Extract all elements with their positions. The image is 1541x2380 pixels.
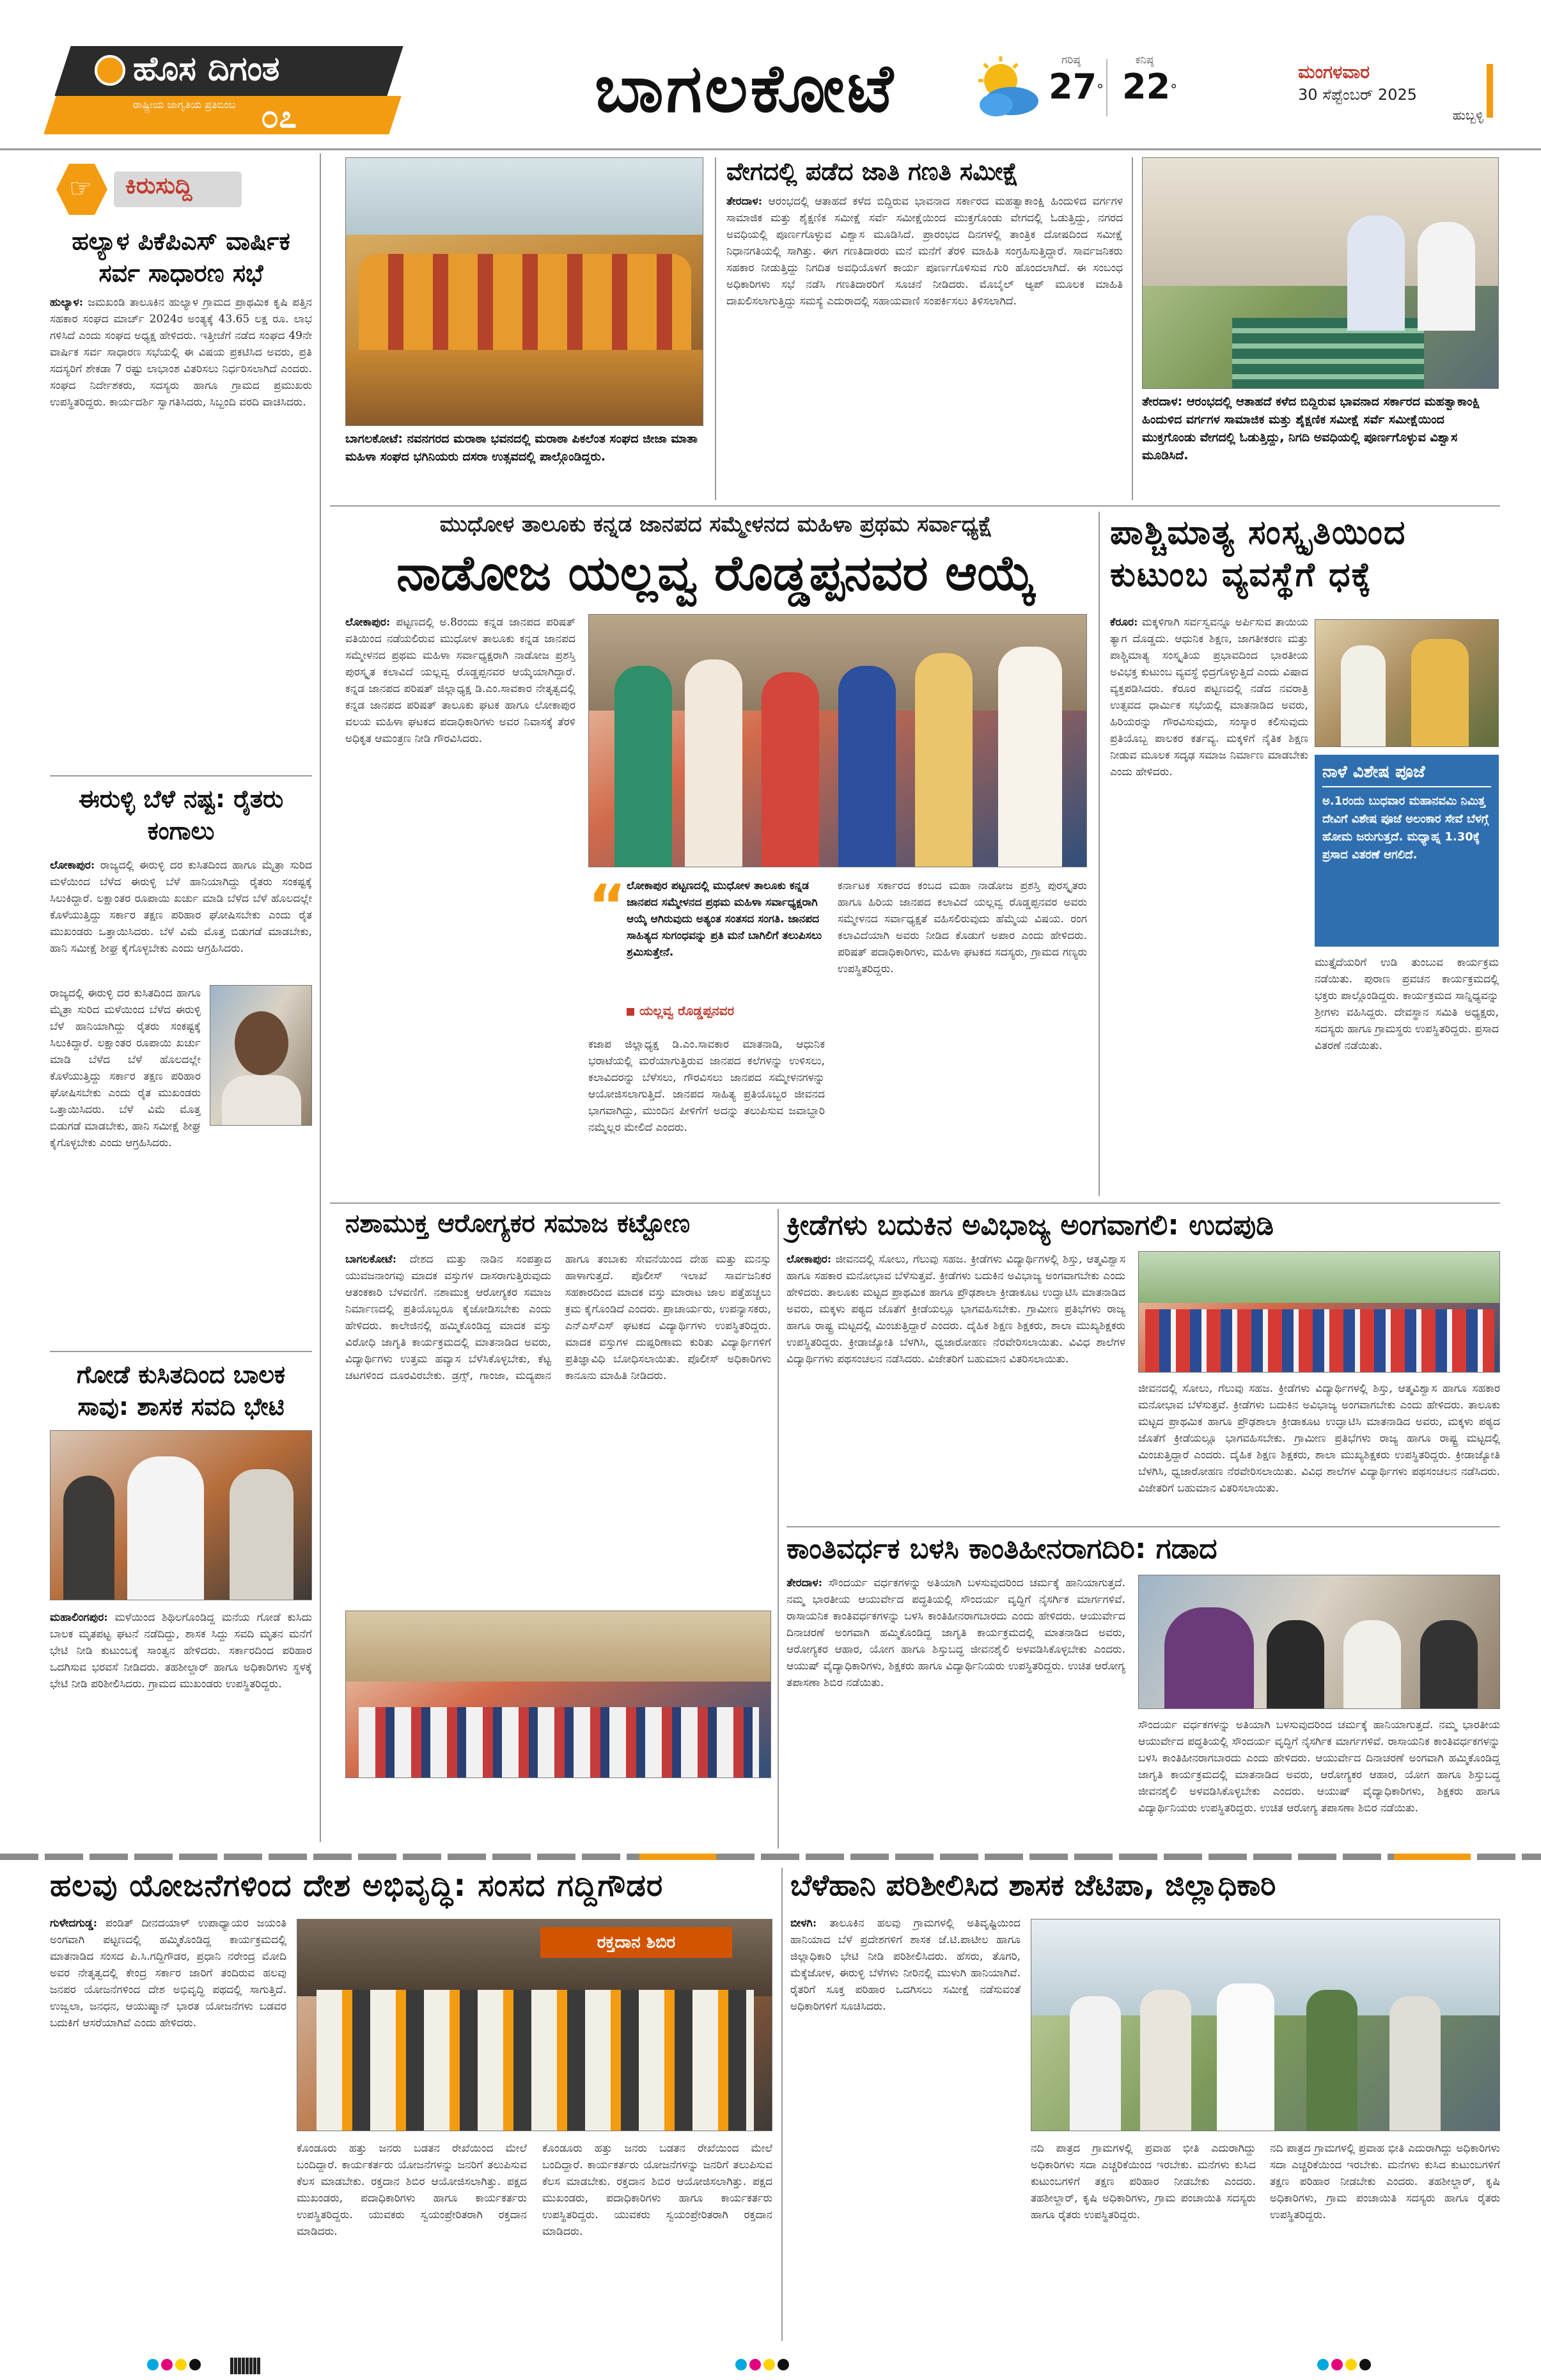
census-body: ತೇರದಾಳ: ಆರಂಭದಲ್ಲಿ ಆತಾಹದೆ ಕಳೆದ ಬಿದ್ದಿರುವ ಭಾವನಾದ ಸರ್ಕಾರದ ಮಹತ್ವಾಕಾಂಕ್ಷಿ ಹಿಂದುಳಿದ ವರ್ಗಗಳ ಸಾಮಾಜಿಕ ಮತ್ತು ಶೈಕ್ಷಣಿಕ ಸಮೀಕ್ಷೆ ಸರ್ವೆ ಸಮೀಕ್ಷೆಯಿಂದ ಮುಕ್ತಗೊಂಡು ವೇಗದಲ್ಲಿ ಓಡುತ್ತಿದ್ದು, ನಗರದ ಅವಧಿಯಲ್ಲಿ ಪೂರ್ಣಗೊಳ್ಳುವ ವಿಶ್ವಾಸ ಮೂಡಿಸಿದೆ. ಪ್ರಾರಂಭದ ದಿನಗಳಲ್ಲಿ ತಾಂತ್ರಿಕ ದೋಷದಿಂದ ಸಮೀಕ್ಷೆ ನಿಧಾನಗತಿಯಲ್ಲಿ ಸಾಗಿತ್ತು. ಈಗ ಗಣತಿದಾರರು ಮನೆ ಮನೆಗೆ ತೆರಳಿ ಮಾಹಿತಿ ಸಂಗ್ರಹಿಸುತ್ತಿದ್ದಾರೆ. ಸಾರ್ವಜನಿಕರು ಸಹಕಾರ ನೀಡುತ್ತಿದ್ದು ನಿಗದಿತ ಅವಧಿಯೊಳಗೆ ಕಾರ್ಯ ಪೂರ್ಣಗೊಳಿಸುವ ಗುರಿ ಹೊಂದಲಾಗಿದೆ. ಈ ಸಂಬಂಧ ಅಧಿಕಾರಿಗಳು ಸಭೆ ನಡೆಸಿ ಗಣತಿದಾರರಿಗೆ ಸೂಚನೆ ನೀಡಿದರು. ಮೊಬೈಲ್ ಆ್ಯಪ್ ಮೂಲಕ ಮಾಹಿತಿ ದಾಖಲಿಸಲಾಗುತ್ತಿದ್ದು ಸಮಸ್ಯೆ ಎದುರಾದಲ್ಲಿ ಸಹಾಯವಾಣಿ ಸಂಪರ್ಕಿಸಲು ತಿಳಿಸಲಾಗಿದೆ. [726, 195, 1123, 308]
brand-badge[interactable] [50, 46, 408, 142]
masthead [0, 0, 1541, 154]
sports-body: ಲೋಕಾಪುರ: ಜೀವನದಲ್ಲಿ ಸೋಲು, ಗೆಲುವು ಸಹಜ. ಕ್ರೀಡೆಗಳು ವಿದ್ಯಾರ್ಥಿಗಳಲ್ಲಿ ಶಿಸ್ತು, ಆತ್ಮವಿಶ್ವಾಸ ಹಾಗೂ ಸಹಕಾರ ಮನೋಭಾವ ಬೆಳೆಸುತ್ತವೆ. ಕ್ರೀಡೆಗಳು ಬದುಕಿನ ಅವಿಭಾಜ್ಯ ಅಂಗವಾಗಬೇಕು ಎಂದು ಹೇಳಿದರು. ತಾಲೂಕು ಮಟ್ಟದ ಪ್ರಾಥಮಿಕ ಹಾಗೂ ಪ್ರೌಢಶಾಲಾ ಕ್ರೀಡಾಕೂಟ ಉದ್ಘಾಟಿಸಿ ಮಾತನಾಡಿದ ಅವರು, ಮಕ್ಕಳು ಪಠ್ಯದ ಜೊತೆಗೆ ಕ್ರೀಡೆಯಲ್ಲೂ ಭಾಗವಹಿಸಬೇಕು. ಗ್ರಾಮೀಣ ಪ್ರತಿಭೆಗಳು ರಾಜ್ಯ ಹಾಗೂ ರಾಷ್ಟ್ರ ಮಟ್ಟದಲ್ಲಿ ಮಿಂಚುತ್ತಿದ್ದಾರೆ ಎಂದರು. ದೈಹಿಕ ಶಿಕ್ಷಣ ಶಿಕ್ಷಕರು, ಶಾಲಾ ಮುಖ್ಯಶಿಕ್ಷಕರು ಉಪಸ್ಥಿತರಿದ್ದರು. ಕ್ರೀಡಾಜ್ಯೋತಿ ಬೆಳಗಿಸಿ, ಧ್ವಜಾರೋಹಣ ನೆರವೇರಿಸಲಾಯಿತು. ವಿವಿಧ ಶಾಲೆಗಳ ವಿದ್ಯಾರ್ಥಿಗಳು ಪಥಸಂಚಲನ ನಡೆಸಿದರು. ವಿಜೇತರಿಗೆ ಬಹುಮಾನ ವಿತರಿಸಲಾಯಿತು. [786, 1253, 1125, 1366]
special-puja-box [1315, 755, 1499, 947]
brief-3-title: ಗೋಡೆ ಕುಸಿತದಿಂದ ಬಾಲಕ ಸಾವು: ಶಾಸಕ ಸವದಿ ಭೇಟಿ [77, 1360, 285, 1421]
yojana-article [50, 1868, 772, 2341]
registration-marks-center [735, 2359, 792, 2373]
census-photo-caption: ತೇರದಾಳ: ಆರಂಭದಲ್ಲಿ ಆತಾಹದೆ ಕಳೆದ ಬಿದ್ದಿರುವ ಭಾವನಾದ ಸರ್ಕಾರದ ಮಹತ್ವಾಕಾಂಕ್ಷಿ ಹಿಂದುಳಿದ ವರ್ಗಗಳ ಸಾಮಾಜಿಕ ಮತ್ತು ಶೈಕ್ಷಣಿಕ ಸಮೀಕ್ಷೆ ಸರ್ವೆ ಸಮೀಕ್ಷೆಯಿಂದ ಮುಕ್ತಗೊಂಡು ವೇಗದಲ್ಲಿ ಓಡುತ್ತಿದ್ದು, ನಿಗದಿ ಅವಧಿಯಲ್ಲಿ ಪೂರ್ಣಗೊಳ್ಳುವ ವಿಶ್ವಾಸ ಮೂಡಿಸಿದೆ. [1142, 395, 1480, 462]
lead-body-mid: ಕಜಾಪ ಜಿಲ್ಲಾಧ್ಯಕ್ಷ ಡಿ.ಎಂ.ಸಾವಕಾರ ಮಾತನಾಡಿ, ಆಧುನಿಕ ಭರಾಟೆಯಲ್ಲಿ ಮರೆಯಾಗುತ್ತಿರುವ ಜಾನಪದ ಕಲೆಗಳನ್ನು ಉಳಿಸಲು, ಕಲಾವಿದರನ್ನು ಬೆಳೆಸಲು, ಗೌರವಿಸಲು ಜಾನಪದ ಸಮ್ಮೇಳನಗಳನ್ನು ಆಯೋಜಿಸಲಾಗುತ್ತಿದೆ. ಜಾನಪದ ಸಾಹಿತ್ಯ ಪ್ರತಿಯೊಬ್ಬರ ಜೀವನದ ಭಾಗವಾಗಿದ್ದು, ಮುಂದಿನ ಪೀಳಿಗೆಗೆ ಅದನ್ನು ತಲುಪಿಸುವ ಜವಾಬ್ದಾರಿ ನಮ್ಮೆಲ್ಲರ ಮೇಲಿದೆ ಎಂದರು. [588, 1038, 825, 1134]
sidebar [50, 154, 312, 1836]
nasha-article [345, 1209, 771, 1855]
registration-marks-right [1317, 2359, 1373, 2373]
special-puja-title: ನಾಳೆ ವಿಶೇಷ ಪೂಜೆ [1322, 762, 1491, 787]
kanti-title: ಕಾಂತಿವರ್ಧಕ ಬಳಸಿ ಕಾಂತಿಹೀನರಾಗದಿರಿ: ಗಡಾದ [786, 1533, 1217, 1565]
kanti-photo [1138, 1575, 1500, 1709]
brand-emblem-icon [95, 55, 125, 86]
kanti-body-2: ಸೌಂದರ್ಯ ವರ್ಧಕಗಳನ್ನು ಅತಿಯಾಗಿ ಬಳಸುವುದರಿಂದ ಚರ್ಮಕ್ಕೆ ಹಾನಿಯಾಗುತ್ತದೆ. ನಮ್ಮ ಭಾರತೀಯ ಆಯುರ್ವೇದ ಪದ್ಧತಿಯಲ್ಲಿ ಸೌಂದರ್ಯ ವೃದ್ಧಿಗೆ ನೈಸರ್ಗಿಕ ಮಾರ್ಗಗಳಿವೆ. ರಾಸಾಯನಿಕ ಕಾಂತಿವರ್ಧಕಗಳನ್ನು ಬಳಸಿ ಕಾಂತಿಹೀನರಾಗಬಾರದು ಎಂದು ಹೇಳಿದರು. ಆಯುರ್ವೇದ ದಿನಾಚರಣೆ ಅಂಗವಾಗಿ ಹಮ್ಮಿಕೊಂಡಿದ್ದ ಜಾಗೃತಿ ಕಾರ್ಯಕ್ರಮದಲ್ಲಿ ಮಾತನಾಡಿದ ಅವರು, ಆರೋಗ್ಯಕರ ಆಹಾರ, ಯೋಗ ಹಾಗೂ ಶಿಸ್ತುಬದ್ಧ ಜೀವನಶೈಲಿ ಅಳವಡಿಸಿಕೊಳ್ಳಬೇಕು ಎಂದರು. ಆಯುಷ್ ವೈದ್ಯಾಧಿಕಾರಿಗಳು, ಶಿಕ್ಷಕರು ಹಾಗೂ ವಿದ್ಯಾರ್ಥಿನಿಯರು ಉಪಸ್ಥಿತರಿದ್ದರು. ಉಚಿತ ಆರೋಗ್ಯ ತಪಾಸಣಾ ಶಿಬಿರ ನಡೆಯಿತು. [1138, 1719, 1500, 1815]
dasara-photo-caption: ಬಾಗಲಕೋಟೆ: ನವನಗರದ ಮರಾಠಾ ಭವನದಲ್ಲಿ ಮರಾಠಾ ಪಿಕಲೆಂತ ಸಂಘದ ಜೀಜಾ ಮಾತಾ ಮಹಿಳಾ ಸಂಘದ ಭಗಿನಿಯರು ದಸರಾ ಉತ್ಸವದಲ್ಲಿ ಪಾಲ್ಗೊಂಡಿದ್ದರು. [345, 432, 698, 464]
brief-1-body: ಹುಲ್ಯಾಳ: ಜಮಖಂಡಿ ತಾಲೂಕಿನ ಹುಲ್ಯಾಳ ಗ್ರಾಮದ ಪ್ರಾಥಮಿಕ ಕೃಷಿ ಪತ್ತಿನ ಸಹಕಾರ ಸಂಘದ ಮಾರ್ಚ್ 2024ರ ಅಂತ್ಯಕ್ಕೆ 43.65 ಲಕ್ಷ ರೂ. ಲಾಭ ಗಳಿಸಿದೆ ಎಂದು ಸಂಘದ ಅಧ್ಯಕ್ಷ ಹೇಳಿದರು. ಇತ್ತೀಚೆಗೆ ನಡೆದ ಸಂಘದ 49ನೇ ವಾರ್ಷಿಕ ಸರ್ವ ಸಾಧಾರಣ ಸಭೆಯಲ್ಲಿ ಈ ವಿಷಯ ಪ್ರಕಟಿಸಿದ ಅವರು, ಪ್ರತಿ ಸದಸ್ಯರಿಗೆ ಶೇಕಡಾ 7 ರಷ್ಟು ಲಾಭಾಂಶ ವಿತರಿಸಲು ನಿರ್ಧರಿಸಲಾಗಿದೆ ಎಂದರು. ಸಂಘದ ನಿರ್ದೇಶಕರು, ಸದಸ್ಯರು ಹಾಗೂ ಗ್ರಾಮದ ಪ್ರಮುಖರು ಉಪಸ್ಥಿತರಿದ್ದರು. ಕಾರ್ಯದರ್ಶಿ ಸ್ವಾಗತಿಸಿದರು, ಸಿಬ್ಬಂದಿ ವರದಿ ವಾಚಿಸಿದರು. [50, 296, 312, 409]
nasha-title: ನಶಾಮುಕ್ತ ಆರೋಗ್ಯಕರ ಸಮಾಜ ಕಟ್ಟೋಣ [345, 1209, 691, 1238]
registration-bars [230, 2358, 261, 2377]
brief-2-title: ಈರುಳ್ಳಿ ಬೆಳೆ ನಷ್ಟ: ರೈತರು ಕಂಗಾಲು [78, 785, 284, 845]
yojana-photo [297, 1919, 772, 2131]
census-article [726, 154, 1123, 499]
yojana-title: ಹಲವು ಯೋಜನೆಗಳಿಂದ ದೇಶ ಅಭಿವೃದ್ಧಿ: ಸಂಸದ ಗದ್ದಿಗೌಡರ [50, 1868, 664, 1903]
western-title: ಪಾಶ್ಚಿಮಾತ್ಯ ಸಂಸ್ಕೃತಿಯಿಂದ ಕುಟುಂಬ ವ್ಯವಸ್ಥೆಗೆ ಧಕ್ಕೆ [1110, 514, 1407, 594]
kanti-article [786, 1533, 1500, 1852]
kirusuddi-badge [50, 160, 312, 217]
weather-min: ಕನಿಷ್ಠ 22° [1122, 54, 1178, 107]
sports-title: ಕ್ರೀಡೆಗಳು ಬದುಕಿನ ಅವಿಭಾಜ್ಯ ಅಂಗವಾಗಲಿ: ಉದಪುಡಿ [786, 1209, 1274, 1241]
section-divider [0, 1854, 1541, 1860]
kanti-body: ತೇರದಾಳ: ಸೌಂದರ್ಯ ವರ್ಧಕಗಳನ್ನು ಅತಿಯಾಗಿ ಬಳಸುವುದರಿಂದ ಚರ್ಮಕ್ಕೆ ಹಾನಿಯಾಗುತ್ತದೆ. ನಮ್ಮ ಭಾರತೀಯ ಆಯುರ್ವೇದ ಪದ್ಧತಿಯಲ್ಲಿ ಸೌಂದರ್ಯ ವೃದ್ಧಿಗೆ ನೈಸರ್ಗಿಕ ಮಾರ್ಗಗಳಿವೆ. ರಾಸಾಯನಿಕ ಕಾಂತಿವರ್ಧಕಗಳನ್ನು ಬಳಸಿ ಕಾಂತಿಹೀನರಾಗಬಾರದು ಎಂದು ಹೇಳಿದರು. ಆಯುರ್ವೇದ ದಿನಾಚರಣೆ ಅಂಗವಾಗಿ ಹಮ್ಮಿಕೊಂಡಿದ್ದ ಜಾಗೃತಿ ಕಾರ್ಯಕ್ರಮದಲ್ಲಿ ಮಾತನಾಡಿದ ಅವರು, ಆರೋಗ್ಯಕರ ಆಹಾರ, ಯೋಗ ಹಾಗೂ ಶಿಸ್ತುಬದ್ಧ ಜೀವನಶೈಲಿ ಅಳವಡಿಸಿಕೊಳ್ಳಬೇಕು ಎಂದರು. ಆಯುಷ್ ವೈದ್ಯಾಧಿಕಾರಿಗಳು, ಶಿಕ್ಷಕರು ಹಾಗೂ ವಿದ್ಯಾರ್ಥಿನಿಯರು ಉಪಸ್ಥಿತರಿದ್ದರು. ಉಚಿತ ಆರೋಗ್ಯ ತಪಾಸಣಾ ಶಿಬಿರ ನಡೆಯಿತು. [786, 1577, 1125, 1689]
sports-photo [1138, 1251, 1500, 1373]
lead-headline: ನಾಡೋಜ ಯಲ್ಲವ್ವ ರೊಡ್ಡಪ್ಪನವರ ಆಯ್ಕೆ [396, 544, 1036, 601]
brief-1-title: ಹಲ್ಯಾಳ ಪಿಕೆಪಿಎಸ್ ವಾರ್ಷಿಕ ಸರ್ವ ಸಾಧಾರಣ ಸಭೆ [72, 227, 290, 287]
quote-text: ಲೋಕಾಪುರ ಪಟ್ಟಣದಲ್ಲಿ ಮುಧೋಳ ತಾಲೂಕು ಕನ್ನಡ ಜಾನಪದ ಸಮ್ಮೇಳನದ ಪ್ರಥಮ ಮಹಿಳಾ ಸರ್ವಾಧ್ಯಕ್ಷರಾಗಿ ಆಯ್ಕೆ ಆಗಿರುವುದು ಅತ್ಯಂತ ಸಂತಸದ ಸಂಗತಿ. ಜಾನಪದ ಸಾಹಿತ್ಯದ ಸುಗಂಧವನ್ನು ಪ್ರತಿ ಮನೆ ಬಾಗಿಲಿಗೆ ತಲುಪಿಸಲು ಶ್ರಮಿಸುತ್ತೇನೆ. [627, 879, 822, 959]
brand-name: ಹೊಸ ದಿಗಂತ [133, 50, 280, 88]
sports-article [786, 1209, 1500, 1522]
quote-author: ಯಲ್ಲವ್ವ ರೊಡ್ಡಪ್ಪನವರ [639, 1003, 735, 1018]
western-photo [1315, 619, 1499, 747]
day-label: ಮಂಗಳವಾರ [1298, 61, 1370, 83]
brand-tagline: ರಾಷ್ಟ್ರೀಯ ಜಾಗೃತಿಯ ಪ್ರತಿಬಿಂಬ [133, 99, 236, 111]
nasha-body: ಬಾಗಲಕೋಟೆ: ದೇಶದ ಮತ್ತು ನಾಡಿನ ಸಂಪತ್ತಾದ ಯುವಜನಾಂಗವು ಮಾದಕ ವಸ್ತುಗಳ ದಾಸರಾಗುತ್ತಿರುವುದು ಆತಂಕಕಾರಿ ಬೆಳವಣಿಗೆ. ನಶಾಮುಕ್ತ ಆರೋಗ್ಯಕರ ಸಮಾಜ ನಿರ್ಮಾಣದಲ್ಲಿ ಪ್ರತಿಯೊಬ್ಬರೂ ಕೈಜೋಡಿಸಬೇಕು ಎಂದು ಹೇಳಿದರು. ಕಾಲೇಜಿನಲ್ಲಿ ಹಮ್ಮಿಕೊಂಡಿದ್ದ ಮಾದಕ ವಸ್ತು ವಿರೋಧಿ ಜಾಗೃತಿ ಕಾರ್ಯಕ್ರಮದಲ್ಲಿ ಮಾತನಾಡಿದ ಅವರು, ವಿದ್ಯಾರ್ಥಿಗಳು ಉತ್ತಮ ಹವ್ಯಾಸ ಬೆಳೆಸಿಕೊಳ್ಳಬೇಕು, ಕೆಟ್ಟ ಚಟಗಳಿಂದ ದೂರವಿರಬೇಕು. ಡ್ರಗ್ಸ್, ಗಾಂಜಾ, ಮದ್ಯಪಾನ ಹಾಗೂ ತಂಬಾಕು ಸೇವನೆಯಿಂದ ದೇಹ ಮತ್ತು ಮನಸ್ಸು ಹಾಳಾಗುತ್ತದೆ. ಪೊಲೀಸ್ ಇಲಾಖೆ ಸಾರ್ವಜನಿಕರ ಸಹಕಾರದಿಂದ ಮಾದಕ ವಸ್ತು ಮಾರಾಟ ಜಾಲ ಪತ್ತೆಹಚ್ಚಲು ಕ್ರಮ ಕೈಗೊಂಡಿದೆ ಎಂದರು. ಪ್ರಾಚಾರ್ಯರು, ಉಪನ್ಯಾಸಕರು, ಎನ್ಎಸ್ಎಸ್ ಘಟಕದ ವಿದ್ಯಾರ್ಥಿಗಳು ಉಪಸ್ಥಿತರಿದ್ದರು. ಮಾದಕ ವಸ್ತುಗಳ ದುಷ್ಪರಿಣಾಮ ಕುರಿತು ವಿದ್ಯಾರ್ಥಿಗಳಿಗೆ ಪ್ರತಿಜ್ಞಾವಿಧಿ ಬೋಧಿಸಲಾಯಿತು. ಪೊಲೀಸ್ ಅಧಿಕಾರಿಗಳು ಕಾನೂನು ಮಾಹಿತಿ ನೀಡಿದರು. [345, 1253, 771, 1382]
sports-body-2: ಜೀವನದಲ್ಲಿ ಸೋಲು, ಗೆಲುವು ಸಹಜ. ಕ್ರೀಡೆಗಳು ವಿದ್ಯಾರ್ಥಿಗಳಲ್ಲಿ ಶಿಸ್ತು, ಆತ್ಮವಿಶ್ವಾಸ ಹಾಗೂ ಸಹಕಾರ ಮನೋಭಾವ ಬೆಳೆಸುತ್ತವೆ. ಕ್ರೀಡೆಗಳು ಬದುಕಿನ ಅವಿಭಾಜ್ಯ ಅಂಗವಾಗಬೇಕು ಎಂದು ಹೇಳಿದರು. ತಾಲೂಕು ಮಟ್ಟದ ಪ್ರಾಥಮಿಕ ಹಾಗೂ ಪ್ರೌಢಶಾಲಾ ಕ್ರೀಡಾಕೂಟ ಉದ್ಘಾಟಿಸಿ ಮಾತನಾಡಿದ ಅವರು, ಮಕ್ಕಳು ಪಠ್ಯದ ಜೊತೆಗೆ ಕ್ರೀಡೆಯಲ್ಲೂ ಭಾಗವಹಿಸಬೇಕು. ಗ್ರಾಮೀಣ ಪ್ರತಿಭೆಗಳು ರಾಜ್ಯ ಹಾಗೂ ರಾಷ್ಟ್ರ ಮಟ್ಟದಲ್ಲಿ ಮಿಂಚುತ್ತಿದ್ದಾರೆ ಎಂದರು. ದೈಹಿಕ ಶಿಕ್ಷಣ ಶಿಕ್ಷಕರು, ಶಾಲಾ ಮುಖ್ಯಶಿಕ್ಷಕರು ಉಪಸ್ಥಿತರಿದ್ದರು. ಕ್ರೀಡಾಜ್ಯೋತಿ ಬೆಳಗಿಸಿ, ಧ್ವಜಾರೋಹಣ ನೆರವೇರಿಸಲಾಯಿತು. ವಿವಿಧ ಶಾಲೆಗಳ ವಿದ್ಯಾರ್ಥಿಗಳು ಪಥಸಂಚಲನ ನಡೆಸಿದರು. ವಿಜೇತರಿಗೆ ಬಹುಮಾನ ವಿತರಿಸಲಾಯಿತು. [1138, 1382, 1500, 1495]
inspect-body-right-a: ನದಿ ಪಾತ್ರದ ಗ್ರಾಮಗಳಲ್ಲಿ ಪ್ರವಾಹ ಭೀತಿ ಎದುರಾಗಿದ್ದು ಅಧಿಕಾರಿಗಳು ಸದಾ ಎಚ್ಚರಿಕೆಯಿಂದ ಇರಬೇಕು. ಮನೆಗಳು ಕುಸಿದ ಕುಟುಂಬಗಳಿಗೆ ತಕ್ಷಣ ಪರಿಹಾರ ನೀಡಬೇಕು ಎಂದರು. ತಹಶೀಲ್ದಾರ್, ಕೃಷಿ ಅಧಿಕಾರಿಗಳು, ಗ್ರಾಮ ಪಂಚಾಯಿತಿ ಸದಸ್ಯರು ಹಾಗೂ ರೈತರು ಉಪಸ್ಥಿತರಿದ್ದರು. [1031, 2142, 1256, 2221]
lead-photo [588, 614, 1087, 867]
kirusuddi-label: ಕಿರುಸುದ್ದಿ [125, 173, 192, 199]
yojana-body-right-a: ಕೊಂಡೂರು ಹತ್ತು ಜನರು ಬಡತನ ರೇಖೆಯಿಂದ ಮೇಲೆ ಬಂದಿದ್ದಾರೆ. ಕಾರ್ಯಕರ್ತರು ಯೋಜನೆಗಳನ್ನು ಜನರಿಗೆ ತಲುಪಿಸುವ ಕೆಲಸ ಮಾಡಬೇಕು. ರಕ್ತದಾನ ಶಿಬಿರ ಆಯೋಜಿಸಲಾಗಿತ್ತು. ಪಕ್ಷದ ಮುಖಂಡರು, ಪದಾಧಿಕಾರಿಗಳು ಹಾಗೂ ಕಾರ್ಯಕರ್ತರು ಉಪಸ್ಥಿತರಿದ್ದರು. ಯುವಕರು ಸ್ವಯಂಪ್ರೇರಿತರಾಗಿ ರಕ್ತದಾನ ಮಾಡಿದರು. [297, 2142, 527, 2238]
edition-title: ಬಾಗಲಕೋಟೆ [595, 49, 896, 127]
weather-max-value: 27 [1049, 67, 1097, 107]
lead-body-left: ಲೋಕಾಪುರ: ಪಟ್ಟಣದಲ್ಲಿ ಅ.8ರಂದು ಕನ್ನಡ ಜಾನಪದ ಪರಿಷತ್ ವತಿಯಿಂದ ನಡೆಯಲಿರುವ ಮುಧೋಳ ತಾಲೂಕು ಕನ್ನಡ ಜಾನಪದ ಸಮ್ಮೇಳನದ ಪ್ರಥಮ ಮಹಿಳಾ ಸರ್ವಾಧ್ಯಕ್ಷರಾಗಿ ನಾಡೋಜ ಪ್ರಶಸ್ತಿ ಪುರಸ್ಕೃತ ಕಲಾವಿದೆ ಯಲ್ಲವ್ವ ರೊಡ್ಡಪ್ಪನವರ ಆಯ್ಕೆಯಾಗಿದ್ದಾರೆ. ಕನ್ನಡ ಜಾನಪದ ಪರಿಷತ್ ಜಿಲ್ಲಾಧ್ಯಕ್ಷ ಡಿ.ಎಂ.ಸಾವಕಾರ ನೇತೃತ್ವದಲ್ಲಿ ಕನ್ನಡ ಜಾನಪದ ಪರಿಷತ್ ತಾಲೂಕು ಘಟಕ ಹಾಗೂ ಲೋಕಾಪುರ ವಲಯ ಮಹಿಳಾ ಘಟಕದ ಪದಾಧಿಕಾರಿಗಳು ಅವರ ನಿವಾಸಕ್ಕೆ ತೆರಳಿ ಅಧಿಕೃತ ಆಮಂತ್ರಣ ನೀಡಿ ಗೌರವಿಸಿದರು. [345, 616, 575, 745]
yojana-body-right-b: ಕೊಂಡೂರು ಹತ್ತು ಜನರು ಬಡತನ ರೇಖೆಯಿಂದ ಮೇಲೆ ಬಂದಿದ್ದಾರೆ. ಕಾರ್ಯಕರ್ತರು ಯೋಜನೆಗಳನ್ನು ಜನರಿಗೆ ತಲುಪಿಸುವ ಕೆಲಸ ಮಾಡಬೇಕು. ರಕ್ತದಾನ ಶಿಬಿರ ಆಯೋಜಿಸಲಾಗಿತ್ತು. ಪಕ್ಷದ ಮುಖಂಡರು, ಪದಾಧಿಕಾರಿಗಳು ಹಾಗೂ ಕಾರ್ಯಕರ್ತರು ಉಪಸ್ಥಿತರಿದ್ದರು. ಯುವಕರು ಸ್ವಯಂಪ್ರೇರಿತರಾಗಿ ರಕ್ತದಾನ ಮಾಡಿದರು. [542, 2142, 772, 2238]
inspect-title: ಬೆಳೆಹಾನಿ ಪರಿಶೀಲಿಸಿದ ಶಾಸಕ ಜೆಟಿಪಾ, ಜಿಲ್ಲಾಧಿಕಾರಿ [790, 1868, 1276, 1902]
western-body: ಕೆರೂರ: ಮಕ್ಕಳಿಗಾಗಿ ಸರ್ವಸ್ವವನ್ನೂ ಅರ್ಪಿಸುವ ತಾಯಿಯ ತ್ಯಾಗ ದೊಡ್ಡದು. ಆಧುನಿಕ ಶಿಕ್ಷಣ, ಜಾಗತೀಕರಣ ಮತ್ತು ಪಾಶ್ಚಿಮಾತ್ಯ ಸಂಸ್ಕೃತಿಯ ಪ್ರಭಾವದಿಂದ ಭಾರತೀಯ ಅವಿಭಕ್ತ ಕುಟುಂಬ ವ್ಯವಸ್ಥೆ ಛಿದ್ರಗೊಳ್ಳುತ್ತಿದೆ ಎಂದು ವಿಷಾದ ವ್ಯಕ್ತಪಡಿಸಿದರು. ಕೆರೂರ ಪಟ್ಟಣದಲ್ಲಿ ನಡೆದ ನವರಾತ್ರಿ ಉತ್ಸವದ ಧಾರ್ಮಿಕ ಸಭೆಯಲ್ಲಿ ಮಾತನಾಡಿದ ಅವರು, ಹಿರಿಯರನ್ನು ಗೌರವಿಸುವುದು, ಸಂಸ್ಕಾರ ಕಲಿಸುವುದು ಪ್ರತಿಯೊಬ್ಬ ಪಾಲಕರ ಕರ್ತವ್ಯ. ಮಕ್ಕಳಿಗೆ ನೈತಿಕ ಶಿಕ್ಷಣ ನೀಡುವ ಮೂಲಕ ಸದೃಢ ಸಮಾಜ ನಿರ್ಮಾಣ ಮಾಡಬೇಕು ಎಂದು ಹೇಳಿದರು. [1110, 616, 1308, 778]
yojana-body-left: ಗುಳೇದಗುಡ್ಡ: ಪಂಡಿತ್ ದೀನದಯಾಳ್ ಉಪಾಧ್ಯಾಯರ ಜಯಂತಿ ಅಂಗವಾಗಿ ಪಟ್ಟಣದಲ್ಲಿ ಹಮ್ಮಿಕೊಂಡಿದ್ದ ಕಾರ್ಯಕ್ರಮದಲ್ಲಿ ಮಾತನಾಡಿದ ಸಂಸದ ಪಿ.ಸಿ.ಗದ್ದಿಗೌಡರ, ಪ್ರಧಾನಿ ನರೇಂದ್ರ ಮೋದಿ ಅವರ ನೇತೃತ್ವದಲ್ಲಿ ಕೇಂದ್ರ ಸರ್ಕಾರ ಜಾರಿಗೆ ತಂದಿರುವ ಹಲವು ಜನಪರ ಯೋಜನೆಗಳಿಂದ ದೇಶ ಅಭಿವೃದ್ಧಿ ಪಥದಲ್ಲಿ ಸಾಗುತ್ತಿದೆ. ಉಜ್ವಲಾ, ಜನಧನ, ಆಯುಷ್ಮಾನ್ ಭಾರತ ಯೋಜನೆಗಳು ಬಡವರ ಬದುಕಿಗೆ ಆಸರೆಯಾಗಿವೆ ಎಂದು ಹೇಳಿದರು. [50, 1917, 286, 2029]
brief-2-portrait-photo [210, 985, 312, 1126]
western-body-2: ಮುತ್ತೈದೆಯರಿಗೆ ಉಡಿ ತುಂಬುವ ಕಾರ್ಯಕ್ರಮ ನಡೆಯಿತು. ಪುರಾಣ ಪ್ರವಚನ ಕಾರ್ಯಕ್ರಮದಲ್ಲಿ ಭಕ್ತರು ಪಾಲ್ಗೊಂಡಿದ್ದರು. ಕಾರ್ಯಕ್ರಮದ ಸಾನ್ನಿಧ್ಯವನ್ನು ಶ್ರೀಗಳು ವಹಿಸಿದ್ದರು. ದೇವಸ್ಥಾನ ಸಮಿತಿ ಅಧ್ಯಕ್ಷರು, ಸದಸ್ಯರು ಹಾಗೂ ಗ್ರಾಮಸ್ಥರು ಉಪಸ್ಥಿತರಿದ್ದರು. ಪ್ರಸಾದ ವಿತರಣೆ ನಡೆಯಿತು. [1315, 956, 1499, 1052]
quote-mark-icon: “ [588, 872, 627, 940]
weather-sun-cloud-icon [966, 54, 1042, 124]
inspect-body-right-b: ನದಿ ಪಾತ್ರದ ಗ್ರಾಮಗಳಲ್ಲಿ ಪ್ರವಾಹ ಭೀತಿ ಎದುರಾಗಿದ್ದು ಅಧಿಕಾರಿಗಳು ಸದಾ ಎಚ್ಚರಿಕೆಯಿಂದ ಇರಬೇಕು. ಮನೆಗಳು ಕುಸಿದ ಕುಟುಂಬಗಳಿಗೆ ತಕ್ಷಣ ಪರಿಹಾರ ನೀಡಬೇಕು ಎಂದರು. ತಹಶೀಲ್ದಾರ್, ಕೃಷಿ ಅಧಿಕಾರಿಗಳು, ಗ್ರಾಮ ಪಂಚಾಯಿತಿ ಸದಸ್ಯರು ಹಾಗೂ ರೈತರು ಉಪಸ್ಥಿತರಿದ್ದರು. [1270, 2142, 1500, 2221]
date-label: 30 ಸೆಪ್ಟೆಂಬರ್ 2025 [1298, 86, 1418, 104]
lead-body-right: ಕರ್ನಾಟಕ ಸರ್ಕಾರದ ಕಂಬದ ಮಹಾ ನಾಡೋಜ ಪ್ರಶಸ್ತಿ ಪುರಸ್ಕೃತರು ಹಾಗೂ ಹಿರಿಯ ಜಾನಪದ ಕಲಾವಿದೆ ಯಲ್ಲವ್ವ ರೊಡ್ಡಪ್ಪನವರ ಅವರು ಸಮ್ಮೇಳನದ ಸರ್ವಾಧ್ಯಕ್ಷತೆ ವಹಿಸಲಿರುವುದು ಹೆಮ್ಮೆಯ ವಿಷಯ. ರಂಗ ಕಲಾವಿದೆಯಾಗಿ ಅವರು ನೀಡಿದ ಕೊಡುಗೆ ಅಪಾರ ಎಂದು ಹೇಳಿದರು. ಪರಿಷತ್ ಪದಾಧಿಕಾರಿಗಳು, ಮಹಿಳಾ ಘಟಕದ ಸದಸ್ಯರು, ಗ್ರಾಮದ ಗಣ್ಯರು ಉಪಸ್ಥಿತರಿದ್ದರು. [838, 879, 1087, 975]
date-block [1298, 61, 1483, 123]
pointing-hand-icon: ☞ [69, 174, 92, 203]
brief-2-body-b: ರಾಜ್ಯದಲ್ಲಿ ಈರುಳ್ಳಿ ದರ ಕುಸಿತದಿಂದ ಹಾಗೂ ಮೈತ್ರಾ ಸುರಿದ ಮಳೆಯಿಂದ ಬೆಳೆದ ಈರುಳ್ಳಿ ಬೆಳೆ ಹಾನಿಯಾಗಿದ್ದು ರೈತರು ಸಂಕಷ್ಟಕ್ಕೆ ಸಿಲುಕಿದ್ದಾರೆ. ಲಕ್ಷಾಂತರ ರೂಪಾಯಿ ಖರ್ಚು ಮಾಡಿ ಬೆಳೆದ ಬೆಳೆ ಹೊಲದಲ್ಲೇ ಕೊಳೆಯುತ್ತಿದ್ದು ಸರ್ಕಾರ ತಕ್ಷಣ ಪರಿಹಾರ ಘೋಷಿಸಬೇಕು ಎಂದು ರೈತ ಮುಖಂಡರು ಒತ್ತಾಯಿಸಿದರು. ಬೆಳೆ ವಿಮೆ ಮೊತ್ತ ಬಿಡುಗಡೆ ಮಾಡಬೇಕು, ಹಾನಿ ಸಮೀಕ್ಷೆ ಶೀಘ್ರ ಕೈಗೊಳ್ಳಬೇಕು ಎಂದು ಆಗ್ರಹಿಸಿದರು. [50, 987, 201, 1149]
yojana-photo-banner: ರಕ್ತದಾನ ಶಿಬಿರ [540, 1927, 732, 1958]
dasara-photo [345, 157, 703, 426]
inspect-body-left: ಬೀಳಗಿ: ತಾಲೂಕಿನ ಹಲವು ಗ್ರಾಮಗಳಲ್ಲಿ ಅತಿವೃಷ್ಟಿಯಿಂದ ಹಾನಿಯಾದ ಬೆಳೆ ಪ್ರದೇಶಗಳಿಗೆ ಶಾಸಕ ಜೆ.ಟಿ.ಪಾಟೀಲ ಹಾಗೂ ಜಿಲ್ಲಾಧಿಕಾರಿ ಭೇಟಿ ನೀಡಿ ಪರಿಶೀಲಿಸಿದರು. ಹೆಸರು, ತೊಗರಿ, ಮೆಕ್ಕೆಜೋಳ, ಈರುಳ್ಳಿ ಬೆಳೆಗಳು ನೀರಿನಲ್ಲಿ ಮುಳುಗಿ ಹಾನಿಯಾಗಿವೆ. ರೈತರಿಗೆ ಸೂಕ್ತ ಪರಿಹಾರ ಒದಗಿಸಲು ಸಮೀಕ್ಷೆ ನಡೆಸುವಂತೆ ಅಧಿಕಾರಿಗಳಿಗೆ ಸೂಚಿಸಿದರು. [790, 1917, 1021, 2013]
inspect-photo [1031, 1919, 1500, 2131]
city-label: ಹುಬ್ಬಳ್ಳಿ [1452, 107, 1483, 123]
census-title: ವೇಗದಲ್ಲಿ ಪಡೆದ ಜಾತಿ ಗಣತಿ ಸಮೀಕ್ಷೆ [726, 157, 1019, 185]
special-puja-body: ಅ.1ರಂದು ಬುಧವಾರ ಮಹಾನವಮಿ ನಿಮಿತ್ತ ದೇವಿಗೆ ವಿಶೇಷ ಪೂಜೆ ಅಲಂಕಾರ ಸೇವೆ ಬೆಳಗ್ಗೆ ಹೋಮ ಜರುಗುತ್ತದೆ. ಮಧ್ಯಾಹ್ನ 1.30ಕ್ಕೆ ಪ್ರಸಾದ ವಿತರಣೆ ಆಗಲಿದೆ. [1322, 794, 1489, 862]
lead-kicker: ಮುಧೋಳ ತಾಲೂಕು ಕನ್ನಡ ಜಾನಪದ ಸಮ್ಮೇಳನದ ಮಹಿಳಾ ಪ್ರಥಮ ಸರ್ವಾಧ್ಯಕ್ಷೆ [439, 512, 993, 537]
page-number: ೦೭ [261, 98, 297, 135]
lead-article [345, 512, 1087, 1202]
nasha-photo [345, 1611, 771, 1778]
western-article [1110, 512, 1499, 1196]
brief-3-body: ಮಹಾಲಿಂಗಪುರ: ಮಳೆಯಿಂದ ಶಿಥಿಲಗೊಂಡಿದ್ದ ಮನೆಯ ಗೋಡೆ ಕುಸಿದು ಬಾಲಕ ಮೃತಪಟ್ಟ ಘಟನೆ ನಡೆದಿದ್ದು, ಶಾಸಕ ಸಿದ್ದು ಸವದಿ ಮೃತನ ಮನೆಗೆ ಭೇಟಿ ನೀಡಿ ಕುಟುಂಬಕ್ಕೆ ಸಾಂತ್ವನ ಹೇಳಿದರು. ಸರ್ಕಾರದಿಂದ ಪರಿಹಾರ ಒದಗಿಸುವ ಭರವಸೆ ನೀಡಿದರು. ತಹಶೀಲ್ದಾರ್ ಹಾಗೂ ಅಧಿಕಾರಿಗಳು ಸ್ಥಳಕ್ಕೆ ಭೇಟಿ ನೀಡಿ ಪರಿಶೀಲಿಸಿದರು. ಗ್ರಾಮದ ಮುಖಂಡರು ಉಪಸ್ಥಿತರಿದ್ದರು. [50, 1611, 312, 1690]
weather-min-value: 22 [1122, 67, 1171, 107]
census-photo [1142, 157, 1499, 389]
inspect-article [790, 1868, 1500, 2341]
lead-quote-box [588, 872, 825, 1031]
weather-max: ಗರಿಷ್ಠ 27° [1049, 54, 1104, 107]
brief-2-body-a: ಲೋಕಾಪುರ: ರಾಜ್ಯದಲ್ಲಿ ಈರುಳ್ಳಿ ದರ ಕುಸಿತದಿಂದ ಹಾಗೂ ಮೈತ್ರಾ ಸುರಿದ ಮಳೆಯಿಂದ ಬೆಳೆದ ಈರುಳ್ಳಿ ಬೆಳೆ ಹಾನಿಯಾಗಿದ್ದು ರೈತರು ಸಂಕಷ್ಟಕ್ಕೆ ಸಿಲುಕಿದ್ದಾರೆ. ಲಕ್ಷಾಂತರ ರೂಪಾಯಿ ಖರ್ಚು ಮಾಡಿ ಬೆಳೆದ ಬೆಳೆ ಹೊಲದಲ್ಲೇ ಕೊಳೆಯುತ್ತಿದ್ದು ಸರ್ಕಾರ ತಕ್ಷಣ ಪರಿಹಾರ ಘೋಷಿಸಬೇಕು ಎಂದು ರೈತ ಮುಖಂಡರು ಒತ್ತಾಯಿಸಿದರು. ಬೆಳೆ ವಿಮೆ ಮೊತ್ತ ಬಿಡುಗಡೆ ಮಾಡಬೇಕು, ಹಾನಿ ಸಮೀಕ್ಷೆ ಶೀಘ್ರ ಕೈಗೊಳ್ಳಬೇಕು ಎಂದು ಆಗ್ರಹಿಸಿದರು. [50, 859, 312, 955]
registration-marks-left [147, 2359, 203, 2373]
brief-3-photo [50, 1430, 312, 1600]
